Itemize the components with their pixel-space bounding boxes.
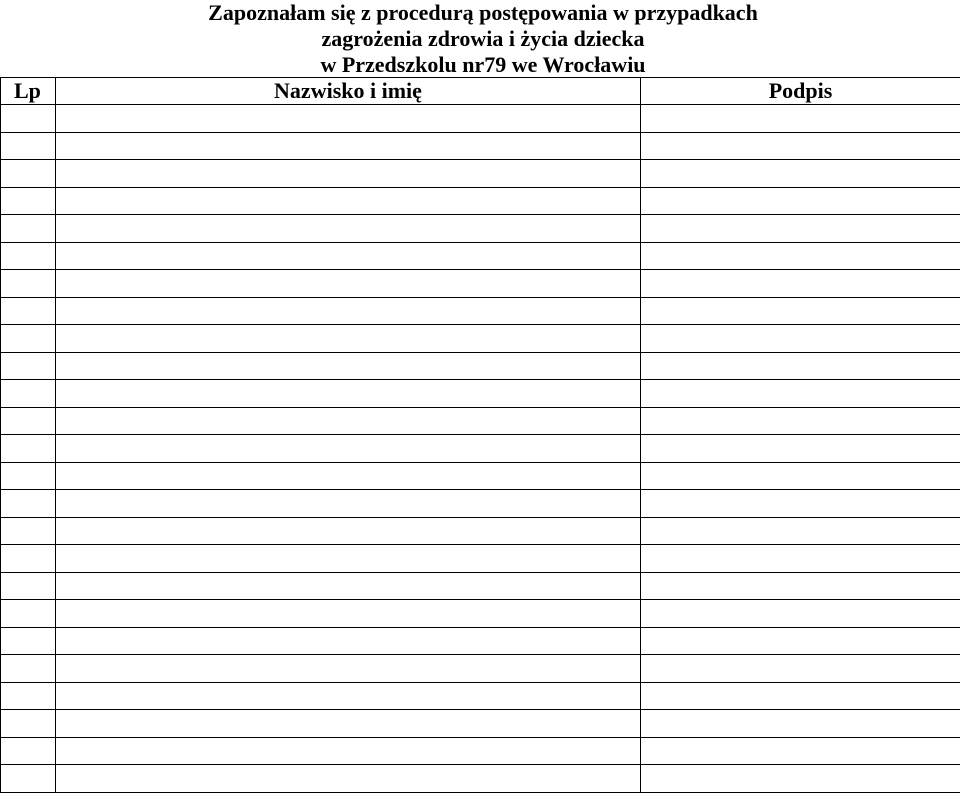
cell-name [56, 352, 641, 380]
cell-name [56, 187, 641, 215]
table-row [1, 682, 960, 710]
table-row [1, 737, 960, 765]
table-row [1, 407, 960, 435]
cell-lp [1, 462, 56, 490]
cell-name [56, 242, 641, 270]
cell-lp [1, 490, 56, 518]
cell-signature [641, 297, 960, 325]
cell-name [56, 600, 641, 628]
table-row [1, 242, 960, 270]
cell-name [56, 132, 641, 160]
table-row [1, 517, 960, 545]
cell-name [56, 655, 641, 683]
table-row [1, 627, 960, 655]
cell-lp [1, 132, 56, 160]
header-name: Nazwisko i imię [56, 78, 641, 105]
cell-name [56, 160, 641, 188]
cell-lp [1, 297, 56, 325]
table-row [1, 710, 960, 738]
signature-table [0, 77, 960, 793]
cell-signature [641, 215, 960, 243]
cell-signature [641, 352, 960, 380]
table-row [1, 187, 960, 215]
cell-lp [1, 325, 56, 353]
cell-signature [641, 682, 960, 710]
table-row [1, 325, 960, 353]
table-row [1, 545, 960, 573]
cell-name [56, 517, 641, 545]
table-body [1, 105, 960, 793]
cell-lp [1, 655, 56, 683]
cell-lp [1, 737, 56, 765]
table-row [1, 435, 960, 463]
cell-lp [1, 187, 56, 215]
header-lp: Lp [1, 78, 56, 105]
cell-name [56, 297, 641, 325]
table-row [1, 572, 960, 600]
table-row [1, 600, 960, 628]
table-row [1, 105, 960, 133]
cell-signature [641, 572, 960, 600]
cell-signature [641, 600, 960, 628]
table-row [1, 352, 960, 380]
cell-signature [641, 627, 960, 655]
cell-lp [1, 270, 56, 298]
cell-name [56, 627, 641, 655]
cell-signature [641, 187, 960, 215]
cell-name [56, 105, 641, 133]
cell-lp [1, 380, 56, 408]
cell-name [56, 270, 641, 298]
title-line-3: w Przedszkolu nr79 we Wrocławiu [320, 52, 646, 77]
cell-signature [641, 407, 960, 435]
table-row [1, 297, 960, 325]
cell-name [56, 490, 641, 518]
table-row [1, 215, 960, 243]
cell-signature [641, 242, 960, 270]
cell-signature [641, 435, 960, 463]
cell-lp [1, 600, 56, 628]
cell-name [56, 682, 641, 710]
table-row [1, 270, 960, 298]
cell-signature [641, 545, 960, 573]
cell-signature [641, 737, 960, 765]
cell-signature [641, 132, 960, 160]
title-line-1: Zapoznałam się z procedurą postępowania w przypadkach [208, 0, 758, 25]
cell-signature [641, 765, 960, 793]
cell-lp [1, 517, 56, 545]
cell-name [56, 545, 641, 573]
table-row [1, 462, 960, 490]
cell-signature [641, 517, 960, 545]
cell-signature [641, 380, 960, 408]
cell-name [56, 325, 641, 353]
cell-lp [1, 215, 56, 243]
table-row [1, 160, 960, 188]
cell-lp [1, 765, 56, 793]
cell-lp [1, 710, 56, 738]
cell-lp [1, 627, 56, 655]
cell-lp [1, 407, 56, 435]
cell-name [56, 710, 641, 738]
cell-signature [641, 325, 960, 353]
cell-name [56, 435, 641, 463]
cell-signature [641, 270, 960, 298]
cell-signature [641, 490, 960, 518]
cell-signature [641, 710, 960, 738]
table-row [1, 380, 960, 408]
table-row [1, 132, 960, 160]
table-row [1, 765, 960, 793]
cell-lp [1, 435, 56, 463]
table-row [1, 655, 960, 683]
cell-lp [1, 352, 56, 380]
title-line-2: zagrożenia zdrowia i życia dziecka [321, 26, 645, 51]
document-title [0, 0, 960, 78]
cell-signature [641, 462, 960, 490]
cell-name [56, 215, 641, 243]
cell-lp [1, 160, 56, 188]
cell-lp [1, 682, 56, 710]
cell-signature [641, 105, 960, 133]
cell-name [56, 380, 641, 408]
header-signature: Podpis [641, 78, 960, 105]
cell-signature [641, 655, 960, 683]
cell-name [56, 407, 641, 435]
cell-lp [1, 572, 56, 600]
cell-lp [1, 242, 56, 270]
cell-signature [641, 160, 960, 188]
cell-lp [1, 545, 56, 573]
cell-name [56, 765, 641, 793]
cell-name [56, 462, 641, 490]
table-header-row [1, 78, 960, 105]
cell-name [56, 572, 641, 600]
table-row [1, 490, 960, 518]
cell-name [56, 737, 641, 765]
cell-lp [1, 105, 56, 133]
